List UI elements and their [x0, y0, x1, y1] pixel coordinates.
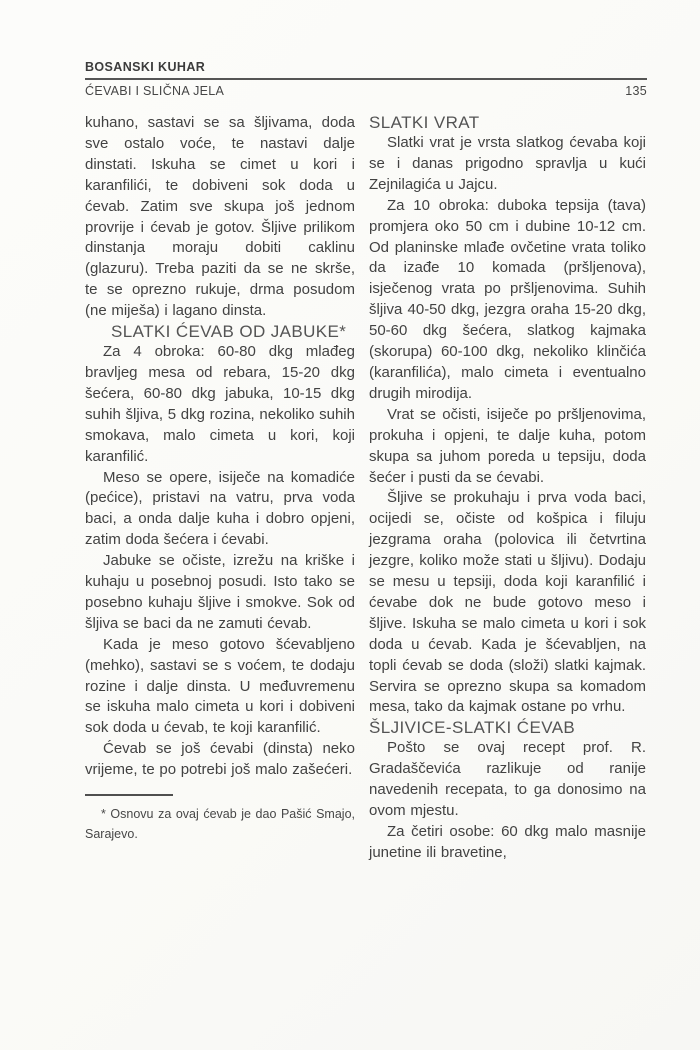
right-column [369, 113, 646, 864]
recipe-heading-slatki-cevab-od-jabuke: SLATKI ĆEVAB OD JABUKE* [111, 322, 347, 342]
recipe-heading-slatki-vrat: SLATKI VRAT [369, 113, 480, 132]
running-header [85, 60, 647, 98]
footnote-divider [85, 794, 173, 796]
recipe-heading-sljivice-slatki-cevab: ŠLJIVICE-SLATKI ĆEVAB [369, 718, 576, 738]
book-title: BOSANSKI KUHAR [85, 60, 647, 80]
paragraph-ingredients: Za 4 obroka: 60-80 dkg mlađeg bravljeg mesa od rebara, 15-20 dkg šećera, 60-80 dkg jabuka, 10-15 dkg suhih šljiva, 5 dkg rozina, nekoliko suhih smokava, malo cimeta u kori, koji karanfilić. [85, 343, 355, 465]
paragraph-finish: Ćevab se još ćevabi (dinsta) neko vrijeme, te po potrebi još malo zašećeri. [85, 740, 355, 779]
paragraph-combine: Kada je meso gotovo šćevabljeno (mehko), sastavi se s voćem, te dodaju rozine i dalje dinsta. U međuvremenu se iskuha malo cimeta u kori i dobiveni sok doda u ćevab, te koji karanfilić. [85, 635, 355, 737]
paragraph-intro-vrat: Slatki vrat je vrsta slatkog ćevaba koji se i danas prigodno spravlja u kući Zejnilagića u Jajcu. [369, 134, 646, 193]
footnote: * Osnovu za ovaj ćevab je dao Pašić Smajo, Sarajevo. [85, 807, 355, 841]
paragraph-plums-serving: Šljive se prokuhaju i prva voda baci, ocijedi se, očiste od košpica i filuju jezgrama oraha (polovica ili četvrtina jezgre, koliko može stati u šljivu). Dodaju se mesu u tepsiji, doda koji karanfilić i ćevabe dok ne bude gotovo meso i šljive. Iskuha se malo cimeta u kori i sok doda u ćevab. Kada je šćevabljen, na topli ćevab se doda (složi) slatki kajmak. Servira se oprezno skupa sa komadom mesa, tako da kajmak ostane po vrhu. [369, 489, 646, 716]
paragraph-apples: Jabuke se očiste, izrežu na kriške i kuhaju u posebnoj posudi. Isto tako se posebno kuhaju šljive i smokve. Sok od šljiva se baci da ne zamuti ćevab. [85, 552, 355, 632]
paragraph-continuation: kuhano, sastavi se sa šljivama, doda sve ostalo voće, te nastavi dalje dinstati. Iskuha se cimet u kori i karanfilići, te dobiveni sok doda u ćevab. Zatim sve skupa još jednom provrije i ćevab je gotov. Šljive prilikom dinstanja moraju dobiti caklinu (glazuru). Treba paziti da se ne skrše, te se oprezno rukuje, drma posudom (ne miješa) i lagano dinsta. [85, 114, 355, 320]
paragraph-ingredients-vrat: Za 10 obroka: duboka tepsija (tava) promjera oko 50 cm i dubine 10-12 cm. Od planinske mlađe ovčetine vrata toliko da izađe 10 komada (pršljenova), isječenog vrata po pršljenovima. Suhih šljiva 40-50 dkg, jezgra oraha 15-20 dkg, 50-60 dkg šećera, slatkog kajmaka (skorupa) 60-100 dkg, nekoliko klinčića (karanfilića), malo cimeta i eventualno drugih mirodija. [369, 196, 646, 402]
chapter-title: ĆEVABI I SLIČNA JELA [85, 84, 225, 98]
text-columns [85, 113, 647, 864]
page-number: 135 [625, 84, 647, 98]
paragraph-neck-prep: Vrat se očisti, isiječe po pršljenovima, prokuha i opjeni, te dalje kuha, potom skupa sa juhom poreda u tepsiju, doda šećer i pusti da se ćevabi. [369, 405, 646, 486]
chapter-row [85, 84, 647, 98]
paragraph-meat-prep: Meso se opere, isiječe na komadiće (pećice), pristavi na vatru, prva voda baci, a onda dalje kuha i dobro opjeni, zatim doda šećera i ćevabi. [85, 468, 355, 549]
paragraph-intro-sljivice: Pošto se ovaj recept prof. R. Gradaščevića razlikuje od ranije navedenih recepata, to ga donosimo na ovom mjestu. [369, 739, 646, 820]
paragraph-ingredients-sljivice: Za četiri osobe: 60 dkg malo masnije junetine ili bravetine, [369, 823, 646, 861]
left-column [85, 113, 355, 864]
